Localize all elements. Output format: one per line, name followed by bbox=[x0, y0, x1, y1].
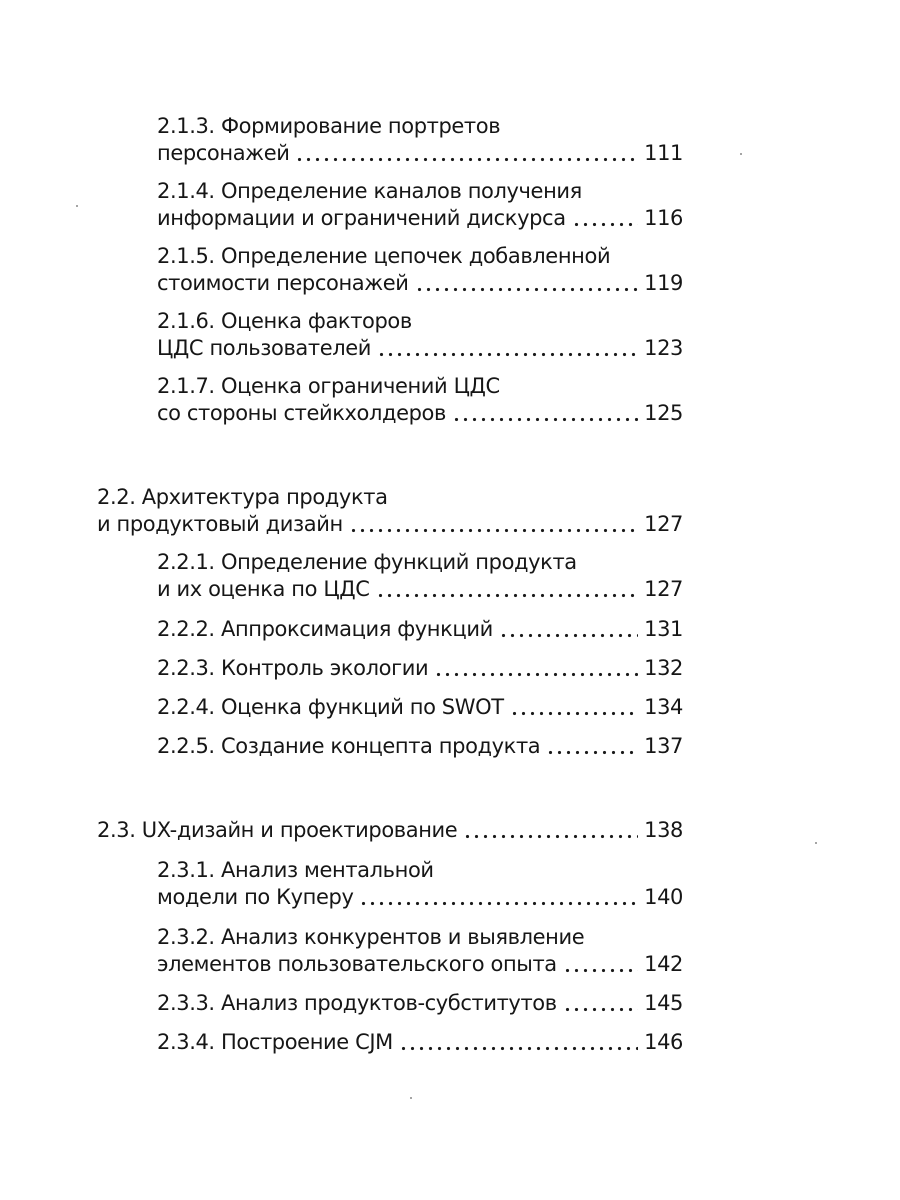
toc-entry-2-3-3[interactable] bbox=[157, 990, 683, 1017]
dot-leader bbox=[376, 593, 639, 598]
toc-entry-title: 2.2.5. Создание концепта продукта bbox=[157, 734, 541, 758]
dot-leader bbox=[546, 750, 638, 755]
toc-entry-2-3-1[interactable] bbox=[157, 857, 683, 911]
toc-entry-2-1-5[interactable] bbox=[157, 243, 683, 297]
toc-page-number: 131 bbox=[644, 617, 683, 641]
toc-entry-2-1-7[interactable] bbox=[157, 373, 683, 427]
toc-entry-title: 2.1.6. Оценка факторов bbox=[157, 309, 412, 333]
toc-page-number: 138 bbox=[644, 818, 683, 842]
dot-leader bbox=[434, 672, 638, 677]
toc-entry-title: 2.3.2. Анализ конкурентов и выявление bbox=[157, 925, 585, 949]
toc-entry-title-cont: элементов пользовательского опыта bbox=[157, 952, 557, 976]
toc-page-number: 134 bbox=[644, 695, 683, 719]
toc-entry-title-cont: и их оценка по ЦДС bbox=[157, 577, 370, 601]
toc-entry-2-2-4[interactable] bbox=[157, 694, 683, 721]
toc-entry-title-cont: стоимости персонажей bbox=[157, 271, 409, 295]
toc-entry-title: 2.1.7. Оценка ограничений ЦДС bbox=[157, 374, 500, 398]
toc-page-number: 146 bbox=[644, 1030, 683, 1054]
dot-leader bbox=[572, 222, 638, 227]
toc-entry-title-cont: со стороны стейкхолдеров bbox=[157, 401, 446, 425]
toc-page-number: 111 bbox=[644, 141, 683, 165]
dot-leader bbox=[415, 287, 639, 292]
toc-entry-title: 2.1.4. Определение каналов получения bbox=[157, 179, 582, 203]
dot-leader bbox=[463, 834, 638, 839]
toc-page-number: 123 bbox=[644, 336, 683, 360]
toc-entry-title: 2.1.3. Формирование портретов bbox=[157, 114, 501, 138]
toc-entry-title: 2.2.2. Аппроксимация функций bbox=[157, 617, 493, 641]
toc-entry-2-3-2[interactable] bbox=[157, 924, 683, 978]
toc-entry-title: 2.3.3. Анализ продуктов-субститутов bbox=[157, 991, 557, 1015]
toc-page-number: 145 bbox=[644, 991, 683, 1015]
toc-page-number: 119 bbox=[644, 271, 683, 295]
toc-page-number: 127 bbox=[644, 512, 683, 536]
toc-entry-2-1-4[interactable] bbox=[157, 178, 683, 232]
dot-leader bbox=[563, 1007, 638, 1012]
dot-leader bbox=[377, 352, 638, 357]
scan-speck bbox=[815, 842, 817, 844]
toc-entry-2-2-2[interactable] bbox=[157, 616, 683, 643]
dot-leader bbox=[563, 968, 638, 973]
toc-entry-title: 2.3.4. Построение CJM bbox=[157, 1030, 393, 1054]
toc-entry-title: 2.2.4. Оценка функций по SWOT bbox=[157, 695, 504, 719]
toc-entry-2-1-6[interactable] bbox=[157, 308, 683, 362]
toc-entry-title-cont: ЦДС пользователей bbox=[157, 336, 372, 360]
toc-page-number: 132 bbox=[644, 656, 683, 680]
toc-entry-title-cont: модели по Куперу bbox=[157, 885, 354, 909]
toc-section-title-cont: и продуктовый дизайн bbox=[97, 512, 343, 536]
toc-section-title: 2.3. UX-дизайн и проектирование bbox=[97, 818, 458, 842]
toc-section-title: 2.2. Архитектура продукта bbox=[97, 485, 388, 509]
toc-entry-title: 2.3.1. Анализ ментальной bbox=[157, 858, 434, 882]
toc-entry-title-cont: информации и ограничений дискурса bbox=[157, 206, 566, 230]
dot-leader bbox=[349, 528, 638, 533]
toc-entry-title: 2.2.1. Определение функций продукта bbox=[157, 550, 577, 574]
toc-section-2-2[interactable] bbox=[97, 484, 683, 538]
toc-entry-title-cont: персонажей bbox=[157, 141, 290, 165]
toc-entry-title: 2.2.3. Контроль экологии bbox=[157, 656, 429, 680]
toc-entry-2-2-3[interactable] bbox=[157, 655, 683, 682]
toc-entry-title: 2.1.5. Определение цепочек добавленной bbox=[157, 244, 611, 268]
toc-entry-2-2-5[interactable] bbox=[157, 733, 683, 760]
toc-section-2-3[interactable] bbox=[97, 817, 683, 844]
toc-page-number: 127 bbox=[644, 577, 683, 601]
toc-page-number: 125 bbox=[644, 401, 683, 425]
dot-leader bbox=[499, 633, 638, 638]
scan-speck bbox=[76, 205, 78, 207]
toc-page-number: 116 bbox=[644, 206, 683, 230]
toc-entry-2-1-3[interactable] bbox=[157, 113, 683, 167]
toc-page-number: 142 bbox=[644, 952, 683, 976]
dot-leader bbox=[452, 417, 638, 422]
scan-speck bbox=[410, 1097, 412, 1099]
toc-entry-2-2-1[interactable] bbox=[157, 549, 683, 603]
dot-leader bbox=[359, 901, 638, 906]
toc-page-number: 140 bbox=[644, 885, 683, 909]
dot-leader bbox=[510, 711, 638, 716]
scan-speck bbox=[740, 153, 742, 155]
toc-entry-2-3-4[interactable] bbox=[157, 1029, 683, 1056]
dot-leader bbox=[399, 1046, 638, 1051]
toc-page-number: 137 bbox=[644, 734, 683, 758]
dot-leader bbox=[295, 157, 638, 162]
